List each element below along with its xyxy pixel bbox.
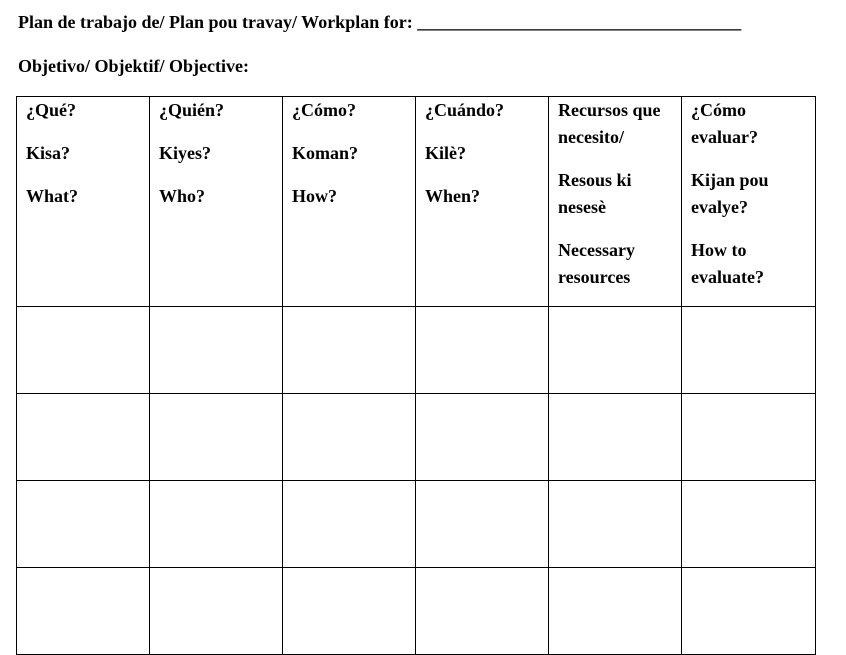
table-row — [17, 481, 816, 568]
table-cell[interactable] — [416, 307, 549, 394]
table-cell[interactable] — [283, 481, 416, 568]
table-cell[interactable] — [416, 394, 549, 481]
table-cell[interactable] — [682, 481, 816, 568]
table-cell[interactable] — [283, 568, 416, 655]
header-who-es: ¿Quién? — [159, 100, 225, 120]
table-cell[interactable] — [17, 394, 150, 481]
workplan-table — [16, 96, 816, 655]
header-who-en: Who? — [159, 186, 206, 206]
header-how-es: ¿Cómo? — [292, 100, 356, 120]
table-cell[interactable] — [17, 307, 150, 394]
table-cell[interactable] — [549, 481, 682, 568]
header-cell-what — [17, 97, 150, 307]
header-cell-resources — [549, 97, 682, 307]
header-resources-ht: Resous ki nesesè — [558, 170, 632, 217]
header-cell-how — [283, 97, 416, 307]
header-resources-en: Necessary resources — [558, 240, 635, 287]
table-cell[interactable] — [150, 307, 283, 394]
table-cell[interactable] — [150, 481, 283, 568]
objective-label: Objetivo/ Objektif/ Objective: — [18, 56, 249, 76]
workplan-title: Plan de trabajo de/ Plan pou travay/ Workplan for: ____________________________________ — [18, 12, 742, 32]
header-what-es: ¿Qué? — [26, 100, 77, 120]
table-row — [17, 394, 816, 481]
table-cell[interactable] — [682, 307, 816, 394]
table-cell[interactable] — [283, 307, 416, 394]
table-cell[interactable] — [416, 568, 549, 655]
table-header-row — [17, 97, 816, 307]
table-cell[interactable] — [682, 394, 816, 481]
header-when-ht: Kilè? — [425, 143, 466, 163]
table-cell[interactable] — [549, 394, 682, 481]
table-cell[interactable] — [549, 307, 682, 394]
header-cell-evaluate — [682, 97, 816, 307]
header-when-en: When? — [425, 186, 481, 206]
table-cell[interactable] — [150, 394, 283, 481]
table-row — [17, 568, 816, 655]
header-resources-es: Recursos que necesito/ — [558, 100, 661, 147]
header-what-en: What? — [26, 186, 79, 206]
header-cell-who — [150, 97, 283, 307]
table-cell[interactable] — [682, 568, 816, 655]
table-row — [17, 307, 816, 394]
header-evaluate-ht: Kijan pou evalye? — [691, 170, 769, 217]
header-when-es: ¿Cuándo? — [425, 100, 505, 120]
header-evaluate-en: How to evaluate? — [691, 240, 764, 287]
header-who-ht: Kiyes? — [159, 143, 211, 163]
table-cell[interactable] — [17, 568, 150, 655]
table-cell[interactable] — [150, 568, 283, 655]
header-cell-when — [416, 97, 549, 307]
header-how-ht: Koman? — [292, 143, 359, 163]
header-what-ht: Kisa? — [26, 143, 71, 163]
table-cell[interactable] — [549, 568, 682, 655]
table-cell[interactable] — [17, 481, 150, 568]
table-cell[interactable] — [416, 481, 549, 568]
header-how-en: How? — [292, 186, 337, 206]
header-evaluate-es: ¿Cómo evaluar? — [691, 100, 758, 147]
table-cell[interactable] — [283, 394, 416, 481]
